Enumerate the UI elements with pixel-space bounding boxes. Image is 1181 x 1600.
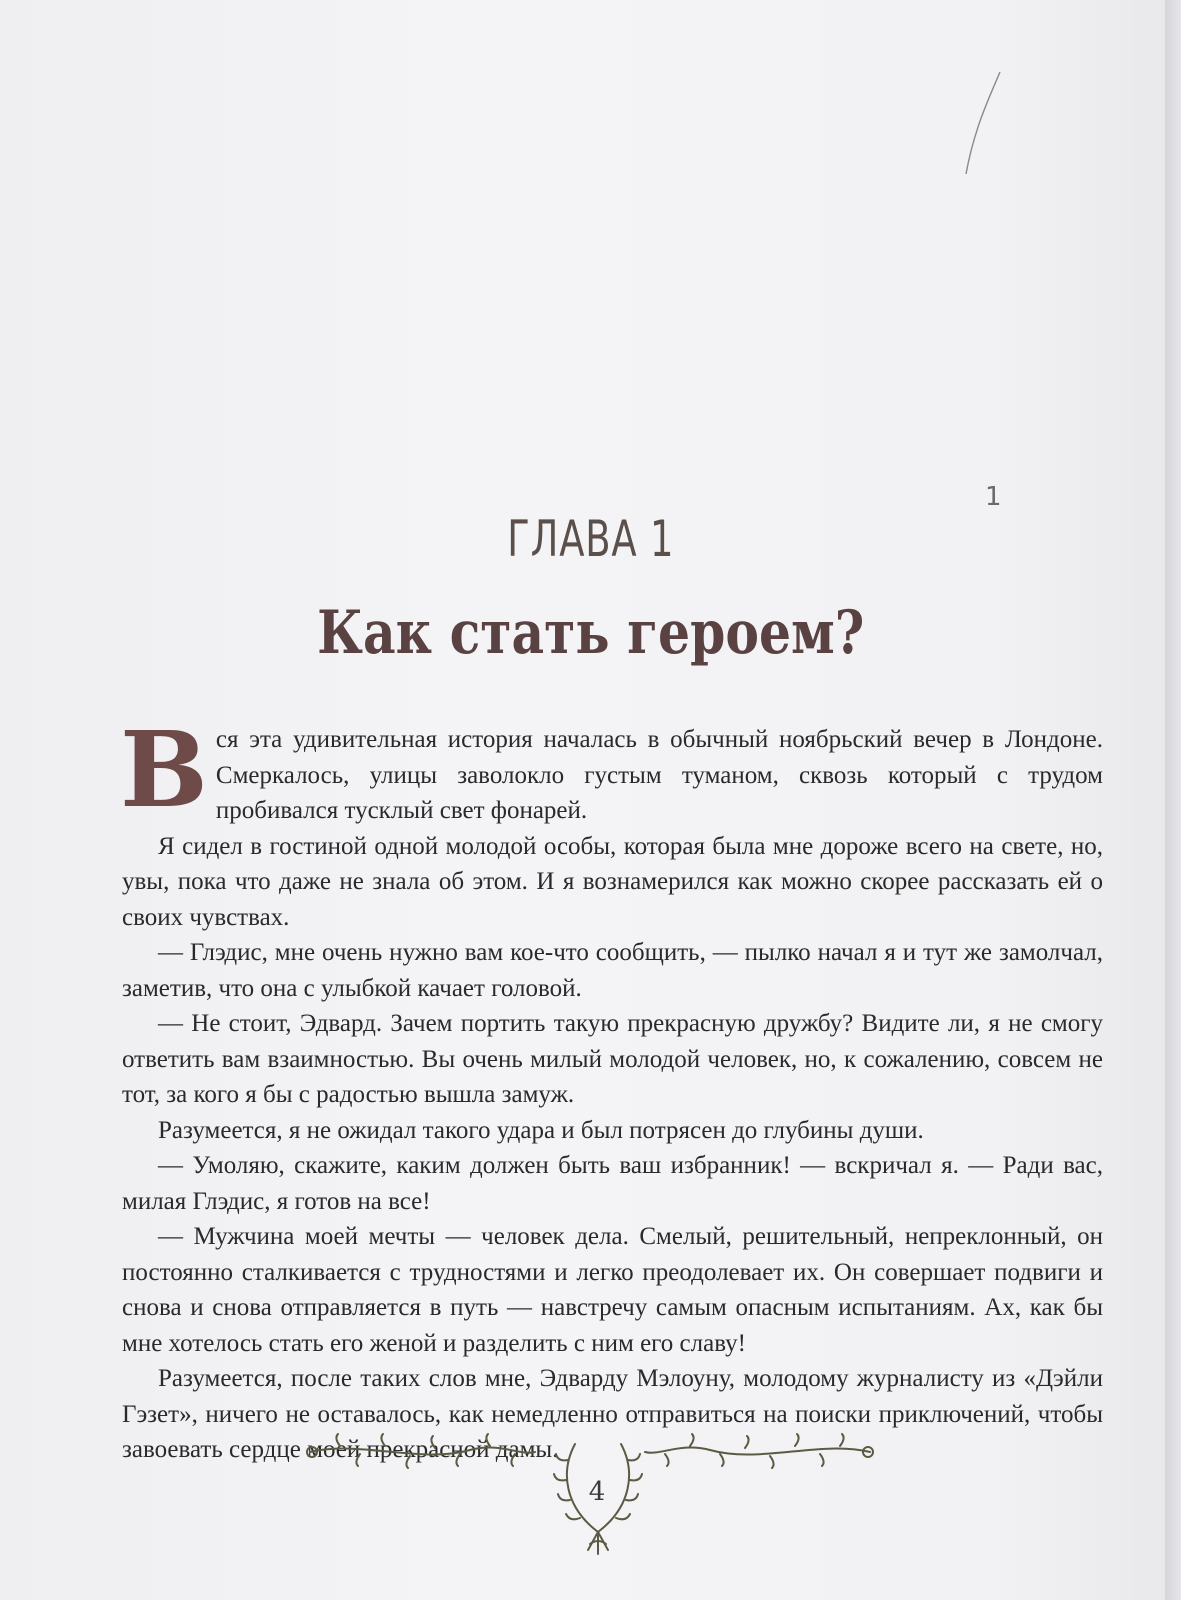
paragraph-5: Разумеется, я не ожидал такого удара и был потрясен до глубины души. — [158, 1116, 924, 1144]
paragraph-1: Вся эта удивительная история началась в обычный ноябрьский вечер в Лондоне. Смеркалось, улицы заволокло густым туманом, сквозь который с трудом пробивался тусклый свет фонарей. — [120, 708, 1103, 831]
paragraph-2: Я сидел в гостиной одной молодой особы, которая была мне дороже всего на свете, но, увы, пока что даже не знала об этом. И я вознамерился как можно скорее рассказать ей о своих чувствах. — [122, 832, 1103, 931]
margin-note: 1 — [985, 482, 1002, 512]
right-vine-icon — [645, 1447, 870, 1454]
pencil-stroke-mark — [960, 70, 1010, 180]
chapter-label: ГЛАВА 1 — [507, 510, 675, 568]
paragraph-8: Разумеется, после таких слов мне, Эдварду Мэлоуну, молодому журналисту из «Дэйли Гэзет», ничего не оставалось, как немедленно отправиться на поиски приключений, чтобы завоевать сердце моей прекрасной дамы. — [122, 1365, 1103, 1463]
chapter-title: Как стать героем? — [317, 598, 865, 668]
drop-cap: В — [120, 708, 208, 831]
paragraph-7: — Мужчина моей мечты — человек дела. Смелый, решительный, непреклонный, он постоянно сталкивается с трудностями и легко преодолевает их. Он совершает подвиги и снова и снова отправляется в путь — навстречу самым опасным испытаниям. Ах, как бы мне хотелось стать его женой и разделить с ним его славу! — [122, 1223, 1103, 1357]
chapter-body — [120, 708, 1103, 1468]
left-vine-icon — [310, 1447, 535, 1454]
paragraph-6: — Умоляю, скажите, каким должен быть ваш избранник! — вскричал я. — Ради вас, милая Глэдис, я готов на все! — [122, 1152, 1103, 1215]
page-edge — [1165, 0, 1181, 1600]
page-number: 4 — [588, 1477, 606, 1507]
paragraph-4: — Не стоит, Эдвард. Зачем портить такую прекрасную дружбу? Видите ли, я не смогу ответить вам взаимностью. Вы очень милый молодой человек, но, к сожалению, совсем не тот, за кого я бы с радостью вышла замуж. — [122, 1010, 1103, 1108]
paragraph-3: — Глэдис, мне очень нужно вам кое-что сообщить, — пылко начал я и тут же замолчал, заметив, что она с улыбкой качает головой. — [122, 939, 1103, 1002]
